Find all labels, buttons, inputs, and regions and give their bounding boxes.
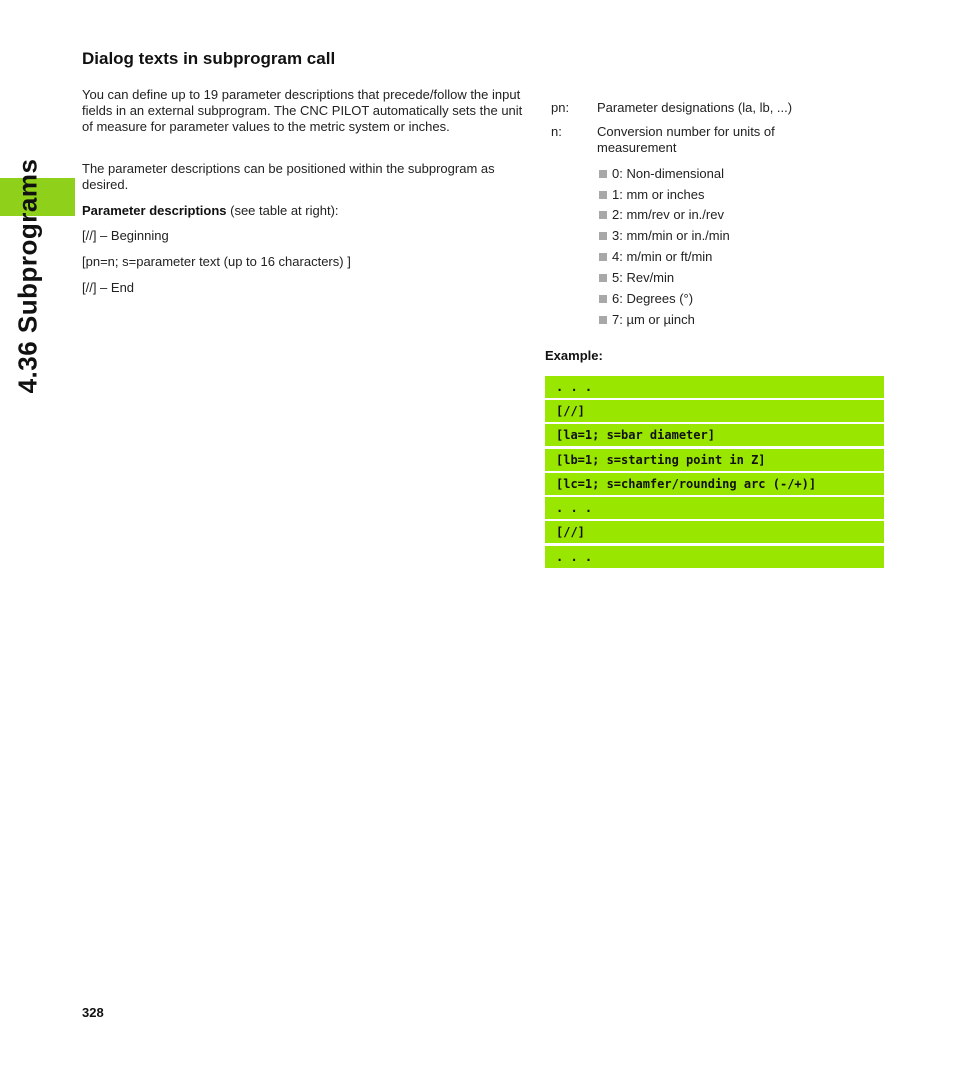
code-line: . . . (545, 376, 884, 398)
unit-list-item: 6: Degrees (°) (599, 291, 693, 307)
unit-list-item: 3: mm/min or in./min (599, 228, 730, 244)
bullet-square-icon (599, 274, 607, 282)
example-label: Example: (545, 348, 603, 363)
definition-term-pn: pn: (551, 100, 570, 115)
parameter-descriptions-term: Parameter descriptions (82, 203, 227, 218)
bullet-square-icon (599, 170, 607, 178)
unit-list-item: 2: mm/rev or in./rev (599, 207, 724, 223)
bullet-square-icon (599, 232, 607, 240)
code-line: . . . (545, 497, 884, 519)
code-line: [lc=1; s=chamfer/rounding arc (-/+)] (545, 473, 884, 495)
positioning-paragraph: The parameter descriptions can be positioned within the subprogram as desired. (82, 161, 495, 192)
unit-list-item: 7: µm or µinch (599, 312, 695, 328)
bullet-square-icon (599, 191, 607, 199)
unit-list-item: 5: Rev/min (599, 270, 674, 286)
parameter-descriptions-paragraph (82, 203, 527, 219)
intro-paragraph: You can define up to 19 parameter descriptions that precede/follow the input fields in an external subprogram. The CNC PILOT automatically sets the unit of measure for parameter values to the metric system or inches. (82, 87, 523, 134)
syntax-end: [//] – End (82, 280, 135, 295)
page-number: 328 (82, 1005, 104, 1020)
bullet-square-icon (599, 316, 607, 324)
parameter-descriptions-note: (see table at right): (226, 203, 339, 218)
code-line: [//] (545, 521, 884, 543)
definition-desc-n: Conversion number for units of measurement (597, 124, 775, 155)
definition-term-n: n: (551, 124, 562, 139)
chapter-title: 4.36 Subprograms (12, 158, 43, 394)
code-line: [lb=1; s=starting point in Z] (545, 449, 884, 471)
unit-list-item: 1: mm or inches (599, 187, 704, 203)
bullet-square-icon (599, 295, 607, 303)
unit-list-item: 0: Non-dimensional (599, 166, 724, 182)
code-line: [//] (545, 400, 884, 422)
unit-list-item: 4: m/min or ft/min (599, 249, 712, 265)
bullet-square-icon (599, 253, 607, 261)
bullet-square-icon (599, 211, 607, 219)
code-line: . . . (545, 546, 884, 568)
syntax-parameter: [pn=n; s=parameter text (up to 16 characters) ] (82, 254, 351, 269)
code-line: [la=1; s=bar diameter] (545, 424, 884, 446)
syntax-beginning: [//] – Beginning (82, 228, 169, 243)
definition-desc-pn: Parameter designations (la, lb, ...) (597, 100, 793, 115)
section-heading: Dialog texts in subprogram call (82, 49, 336, 68)
